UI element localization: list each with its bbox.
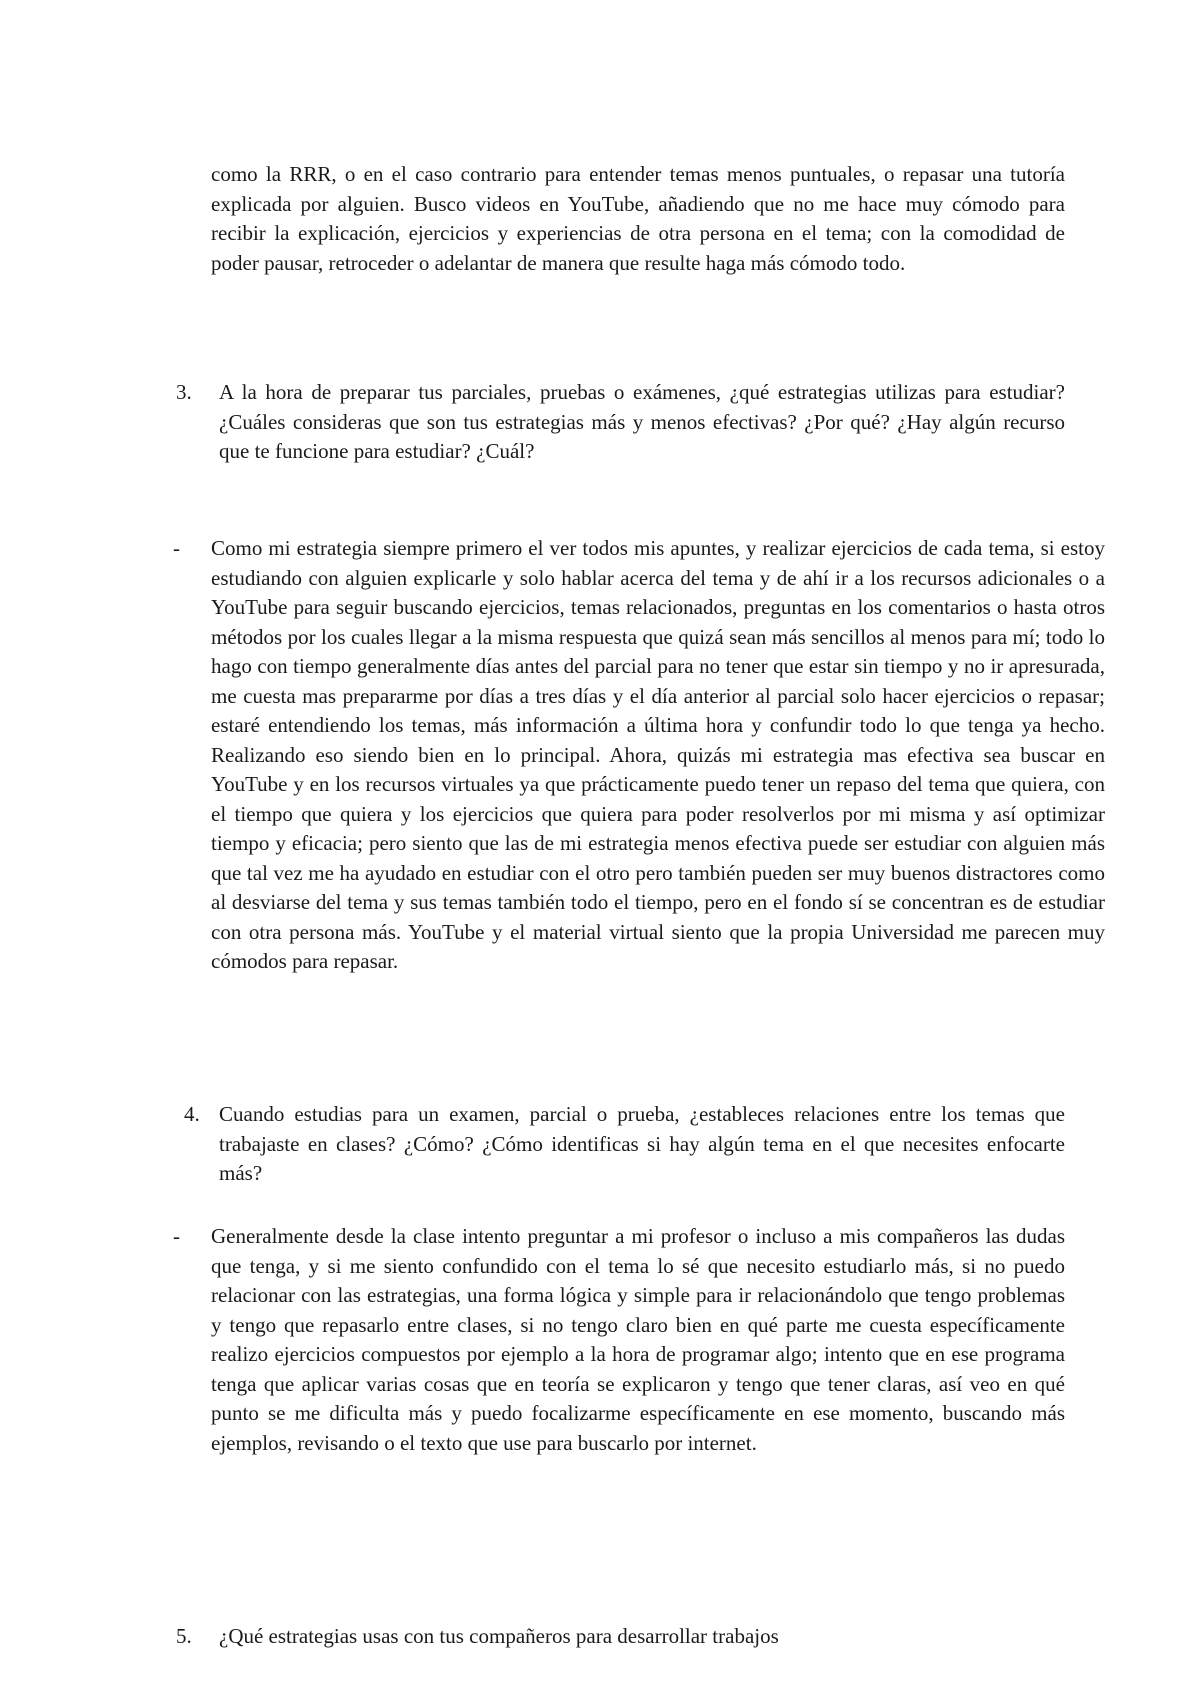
answer-3-bullet: - [173, 536, 180, 560]
question-5-text: ¿Qué estrategias usas con tus compañeros para desarrollar trabajos [219, 1624, 779, 1648]
question-4-number: 4. [184, 1102, 200, 1126]
answer-2-continuation: como la RRR, o en el caso contrario para entender temas menos puntuales, o repasar una tutoría explicada por alguien. Busco videos en YouTube, añadiendo que no me hace muy cómodo para recibir la explicación, ejercicios y experiencias de otra persona en el tema; con la comodidad de poder pausar, retroceder o adelantar de manera que resulte haga más cómodo todo. [211, 162, 1065, 275]
question-3-text: A la hora de preparar tus parciales, pruebas o exámenes, ¿qué estrategias utilizas para estudiar? ¿Cuáles consideras que son tus estrategias más y menos efectivas? ¿Por qué? ¿Hay algún recurso que te funcione para estudiar? ¿Cuál? [219, 380, 1065, 463]
answer-4-bullet: - [173, 1224, 180, 1248]
answer-4-text: Generalmente desde la clase intento preguntar a mi profesor o incluso a mis compañeros las dudas que tenga, y si me siento confundido con el tema lo sé que necesito estudiarlo más, si no puedo relacionar con las estrategias, una forma lógica y simple para ir relacionándolo que tengo problemas y tengo que repasarlo entre clases, si no tengo claro bien en qué parte me cuesta específicamente realizo ejercicios compuestos por ejemplo a la hora de programar algo; intento que en ese programa tenga que aplicar varias cosas que en teoría se explicaron y tengo que tener claras, así veo en qué punto se me dificulta más y puedo focalizarme específicamente en ese momento, buscando más ejemplos, revisando o el texto que use para buscarlo por internet. [211, 1224, 1065, 1455]
question-4-text: Cuando estudias para un examen, parcial o prueba, ¿estableces relaciones entre los temas que trabajaste en clases? ¿Cómo? ¿Cómo identificas si hay algún tema en el que necesites enfocarte más? [219, 1102, 1065, 1185]
question-3-number: 3. [176, 380, 192, 404]
question-5-number: 5. [176, 1624, 192, 1648]
answer-3-text: Como mi estrategia siempre primero el ver todos mis apuntes, y realizar ejercicios de cada tema, si estoy estudiando con alguien explicarle y solo hablar acerca del tema y de ahí ir a los recursos adicionales o a YouTube para seguir buscando ejercicios, temas relacionados, preguntas en los comentarios o hasta otros métodos por los cuales llegar a la misma respuesta que quizá sean más sencillos al menos para mí; todo lo hago con tiempo generalmente días antes del parcial para no tener que estar sin tiempo y no ir apresurada, me cuesta mas prepararme por días a tres días y el día anterior al parcial solo hacer ejercicios o repasar; estaré entendiendo los temas, más información a última hora y confundir todo lo que tenga ya hecho. Realizando eso siendo bien en lo principal. Ahora, quizás mi estrategia mas efectiva sea buscar en YouTube y en los recursos virtuales ya que prácticamente puedo tener un repaso del tema que quiera, con el tiempo que quiera y los ejercicios que quiera para poder resolverlos por mi misma y así optimizar tiempo y eficacia; pero siento que las de mi estrategia menos efectiva puede ser estudiar con alguien más que tal vez me ha ayudado en estudiar con el otro pero también pueden ser muy buenos distractores como al desviarse del tema y sus temas también todo el tiempo, pero en el fondo sí se concentran es de estudiar con otra persona más. YouTube y el material virtual siento que la propia Universidad me parecen muy cómodos para repasar. [211, 536, 1105, 973]
